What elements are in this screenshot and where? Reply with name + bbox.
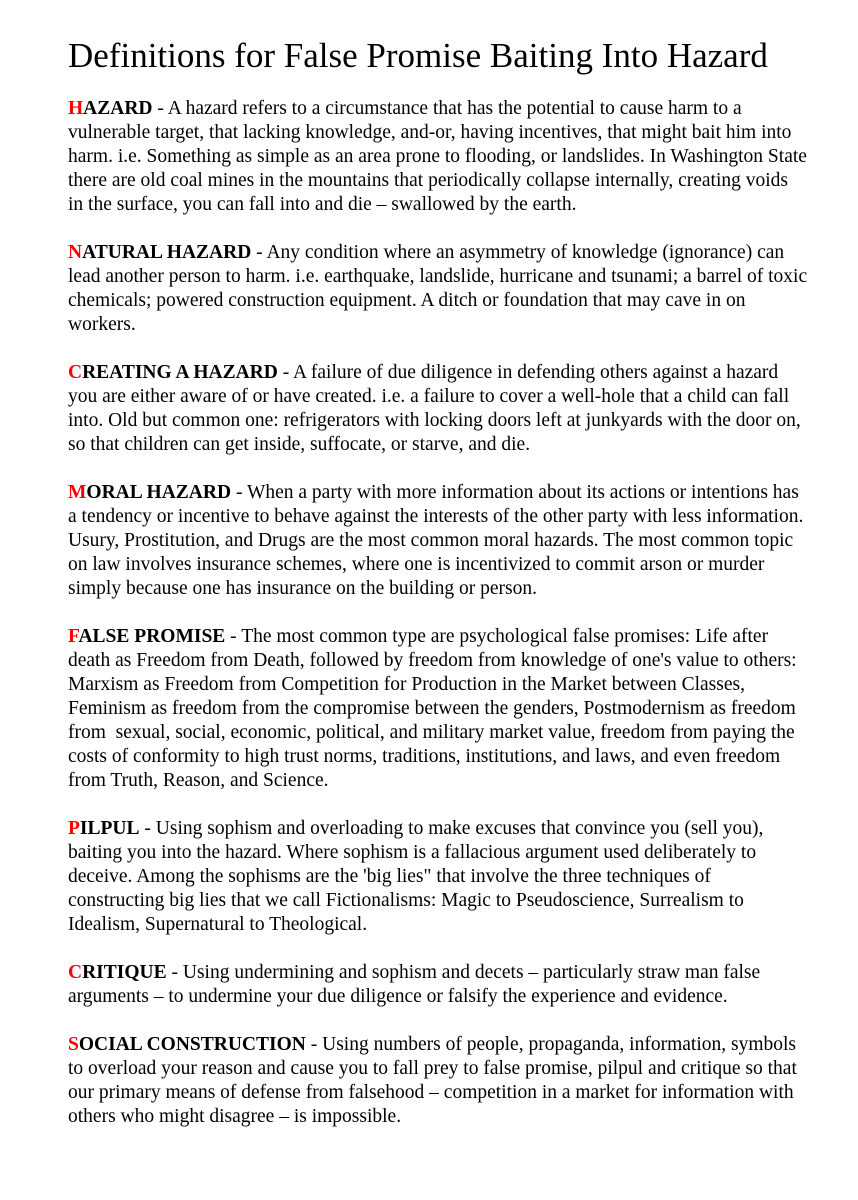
- definition-critique: [68, 961, 808, 1009]
- term-separator: -: [305, 1034, 323, 1056]
- term-separator: -: [231, 482, 247, 504]
- term-separator: -: [277, 362, 294, 384]
- definition-body: The most common type are psychological false promises: Life after death as Freedom from Death, followed by freedom from knowledge of one's value to others: Marxism as Freedom from Competition for Production in the Market between Classes, Feminism as freedom from the compromise between the genders, Postmodernism as freedom from sexual, social, economic, political, and military market value, freedom from paying the costs of conformity to high trust norms, traditions, institutions, and laws, and even freedom from Truth, Reason, and Science.: [68, 626, 802, 792]
- definition-pilpul: [68, 817, 808, 937]
- term-rest: ILPUL: [79, 818, 140, 840]
- term-separator: -: [139, 818, 156, 840]
- term-hazard: [68, 98, 153, 119]
- term-initial: P: [68, 818, 80, 840]
- term-rest: RITIQUE: [82, 962, 167, 984]
- definition-body: Using numbers of people, propaganda, information, symbols to overload your reason and cause you to fall prey to false promise, pilpul and critique so that our primary means of defense from falsehood – competition in a market for information with others who might disagree – is impossible.: [68, 1034, 802, 1128]
- term-rest: ALSE PROMISE: [78, 626, 226, 648]
- term-critique: [68, 962, 167, 983]
- term-separator: -: [251, 242, 267, 264]
- term-moral-hazard: [68, 482, 231, 503]
- term-natural-hazard: [68, 242, 251, 263]
- term-pilpul: [68, 818, 140, 839]
- term-separator: -: [225, 626, 242, 648]
- definition-body: Using undermining and sophism and decets – particularly straw man false arguments – to undermine your due diligence or falsify the experience and evidence.: [68, 962, 766, 1008]
- term-social-construction: [68, 1034, 306, 1055]
- term-rest: OCIAL CONSTRUCTION: [78, 1034, 306, 1056]
- term-initial: H: [68, 98, 84, 120]
- definition-body: A hazard refers to a circumstance that has the potential to cause harm to a vulnerable target, that lacking knowledge, and-or, having incentives, that might bait him into harm. i.e. Something as simple as an area prone to flooding, or landslides. In Washington State there are old coal mines in the mountains that periodically collapse internally, creating voids in the surface, you can fall into and die – swallowed by the earth.: [68, 98, 812, 216]
- definition-body: A failure of due diligence in defending others against a hazard you are either aware of or have created. i.e. a failure to cover a well-hole that a child can fall into. Old but common one: refrigerators with locking doors left at junkyards with the door on, so that children can get inside, suffocate, or starve, and die.: [68, 362, 806, 456]
- definition-body: Using sophism and overloading to make excuses that convince you (sell you), baiting you into the hazard. Where sophism is a fallacious argument used deliberately to deceive. Among the sophisms are the 'big lies" that involve the three techniques of constructing big lies that we call Fictionalisms: Magic to Pseudoscience, Surrealism to Idealism, Supernatural to Theological.: [68, 818, 769, 936]
- term-rest: ATURAL HAZARD: [82, 242, 252, 264]
- term-initial: M: [68, 482, 87, 504]
- definition-body: When a party with more information about its actions or intentions has a tendency or incentive to behave against the interests of the other party with less information. Usury, Prostitution, and Drugs are the most common moral hazards. The most common topic on law involves insurance schemes, where one is incentivized to commit arson or murder simply because one has insurance on the building or person.: [68, 482, 814, 600]
- term-initial: F: [68, 626, 79, 648]
- term-false-promise: [68, 626, 225, 647]
- definition-hazard: [68, 97, 812, 217]
- term-initial: C: [68, 962, 83, 984]
- term-rest: ORAL HAZARD: [86, 482, 232, 504]
- term-initial: N: [68, 242, 83, 264]
- term-initial: C: [68, 362, 83, 384]
- term-separator: -: [152, 98, 168, 120]
- term-rest: AZARD: [83, 98, 153, 120]
- definition-moral-hazard: [68, 481, 814, 601]
- definition-natural-hazard: [68, 241, 812, 337]
- term-rest: REATING A HAZARD: [82, 362, 278, 384]
- definition-social-construction: [68, 1033, 808, 1129]
- definition-creating-a-hazard: [68, 361, 808, 457]
- term-initial: S: [68, 1034, 79, 1056]
- page-title: Definitions for False Promise Baiting Into Hazard: [68, 36, 768, 75]
- term-separator: -: [166, 962, 183, 984]
- term-creating-a-hazard: [68, 362, 278, 383]
- definition-false-promise: [68, 625, 808, 793]
- definition-body: Any condition where an asymmetry of knowledge (ignorance) can lead another person to harm. i.e. earthquake, landslide, hurricane and tsunami; a barrel of toxic chemicals; powered construction equipment. A ditch or foundation that may cave in on workers.: [68, 242, 812, 336]
